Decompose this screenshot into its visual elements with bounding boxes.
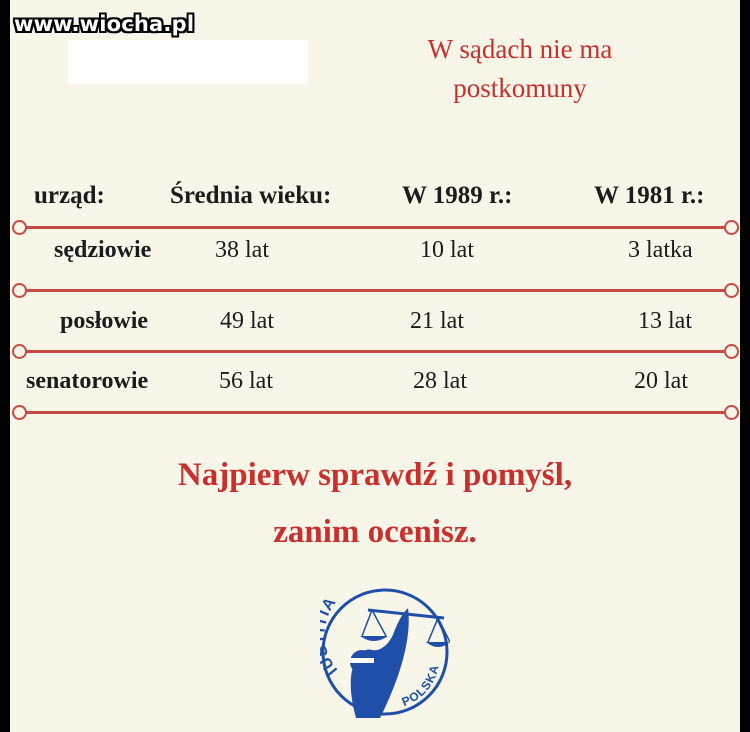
divider-dot	[724, 405, 739, 420]
row-office: senatorowie	[26, 368, 149, 394]
row-office: posłowie	[60, 308, 149, 334]
header-1989: W 1989 r.:	[402, 182, 513, 209]
header-average-age: Średnia wieku:	[170, 182, 332, 209]
row-average-age: 56 lat	[219, 368, 273, 394]
divider-dot	[12, 344, 27, 359]
divider-dot	[724, 283, 739, 298]
row-age-1989: 21 lat	[410, 308, 464, 334]
title-line-2: postkomuny	[453, 73, 587, 103]
row-age-1981: 3 latka	[628, 237, 693, 263]
row-age-1981: 20 lat	[634, 368, 688, 394]
iustitia-logo-graphic	[320, 578, 450, 724]
divider-dot	[12, 405, 27, 420]
watermark: www.wiocha.pl	[14, 12, 195, 36]
row-average-age: 49 lat	[220, 308, 274, 334]
row-office: sędziowie	[54, 237, 152, 263]
slogan-line-2: zanim ocenisz.	[273, 514, 477, 550]
iustitia-logo	[320, 578, 450, 728]
row-average-age: 38 lat	[215, 237, 269, 263]
row-age-1989: 10 lat	[420, 237, 474, 263]
white-box	[68, 40, 308, 84]
logo-text-top: I A	[320, 594, 342, 679]
svg-text:IUSTITIA	[320, 594, 341, 678]
slogan-line-1: Najpierw sprawdź i pomyśl,	[177, 457, 573, 493]
title-line-1: W sądach nie ma	[427, 34, 613, 64]
row-age-1989: 28 lat	[413, 368, 467, 394]
header-office: urząd:	[34, 182, 105, 209]
right-border	[740, 0, 750, 732]
table-divider	[24, 226, 730, 229]
scale-pan-left	[360, 636, 388, 641]
row-age-1981: 13 lat	[638, 308, 692, 334]
title	[390, 30, 650, 108]
table-divider	[24, 350, 730, 353]
divider-dot	[12, 283, 27, 298]
table-divider	[24, 411, 730, 414]
logo-text-bottom: POLSKA	[399, 662, 442, 709]
divider-dot	[724, 220, 739, 235]
divider-dot	[724, 344, 739, 359]
left-border	[0, 0, 10, 732]
table-divider	[24, 289, 730, 292]
header-1981: W 1981 r.:	[594, 182, 705, 209]
divider-dot	[12, 220, 27, 235]
